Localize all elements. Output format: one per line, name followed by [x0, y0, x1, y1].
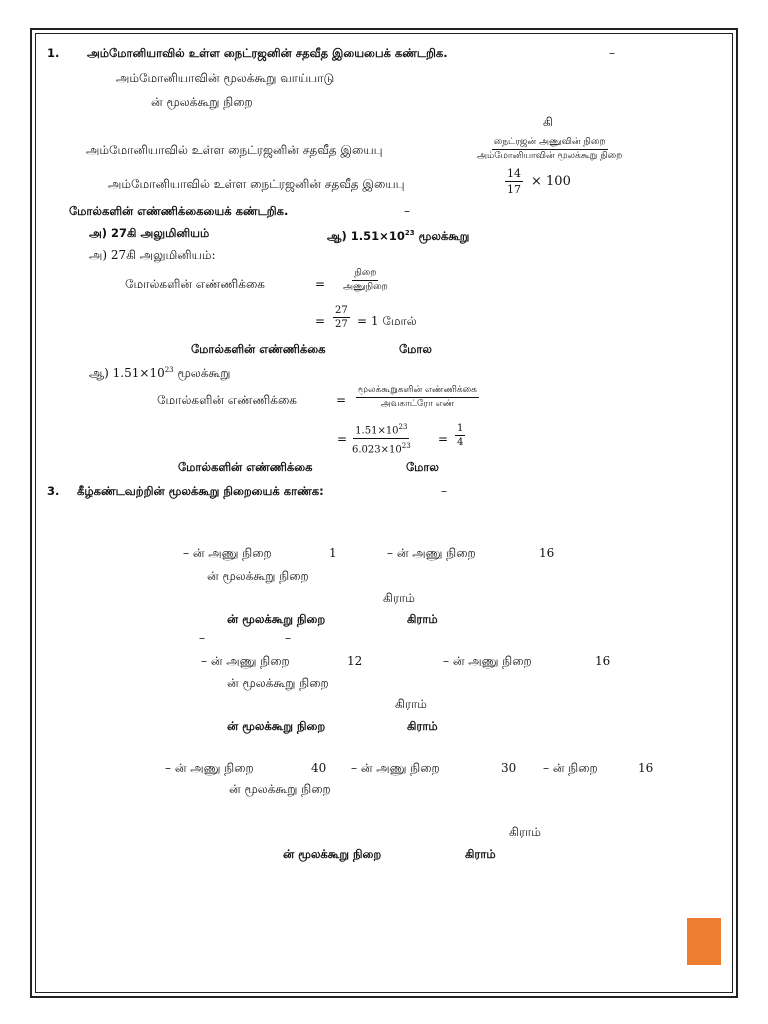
q1-frac-den: அம்மோனியாவின் மூலக்கூறு நிறை [477, 151, 623, 161]
q3-ii-gram: கிராம் [395, 697, 427, 711]
q3-ii-result-label: ன் மூலக்கூறு நிறை [227, 719, 326, 733]
q1-number: 1. [47, 46, 60, 60]
q2-b-calc-den-exp: 23 [401, 442, 411, 451]
q1-calc-den: 17 [507, 183, 521, 196]
q2-b-head-prefix: ஆ) 1.51×10 [89, 366, 165, 380]
q1-percent-label-2: அம்மோனியாவில் உள்ள நைட்ரஜனின் சதவீத இயைபு [108, 177, 405, 191]
q2-a-result-unit: மோல [399, 342, 432, 356]
q2-b-calc-num-exp: 23 [398, 423, 408, 431]
q1-fraction [475, 137, 624, 162]
q2-b-head-suffix: மூலக்கூறு [173, 366, 231, 380]
q1-formula-label: அம்மோனியாவின் மூலக்கூறு வாய்பாடு [116, 71, 335, 85]
q2-fraction-1 [341, 268, 390, 293]
q2-b-fraction-1 [356, 385, 479, 410]
q2-frac1-den: அணுநிறை [343, 282, 388, 292]
q2-title: மோல்களின் எண்ணிக்கையைக் கண்டறிக. [69, 204, 289, 218]
q2-b-fraction-2 [350, 421, 413, 457]
q1-title: அம்மோனியாவில் உள்ள நைட்ரஜனின் சதவீத இயைபைக் கண்டறிக. [87, 46, 448, 60]
q3-iii-result-label: ன் மூலக்கூறு நிறை [283, 847, 382, 861]
q3-iii-atom-mass-b-value: 30 [501, 761, 517, 775]
q2-frac2-num: 27 [335, 305, 348, 316]
q3-ii-mol-mass-label: ன் மூலக்கூறு நிறை [227, 676, 329, 690]
q2-b-result-label: மோல்களின் எண்ணிக்கை [178, 460, 313, 474]
q3-dash: – [441, 484, 447, 498]
q3-ii-atom-mass-b: – ன் அணு நிறை [443, 654, 532, 668]
q1-percent-label: அம்மோனியாவில் உள்ள நைட்ரஜனின் சதவீத இயைபு [86, 143, 383, 157]
q2-b-result-num: 1 [457, 423, 464, 434]
q2-b-equals-1: = [336, 393, 347, 407]
q2-b-equals-2: = [337, 432, 348, 446]
q2-a-result-label: மோல்களின் எண்ணிக்கை [191, 342, 326, 356]
q3-ii-dash-1: – [199, 631, 205, 645]
q3-i-atom-mass-b-value: 16 [539, 546, 555, 560]
q2-b-calc-den [350, 439, 413, 456]
q3-iii-mass-c: – ன் நிறை [543, 761, 598, 775]
orange-page-marker [687, 918, 721, 965]
q1-mol-mass-label: ன் மூலக்கூறு நிறை [151, 95, 253, 109]
q2-b-frac-den: அவகாட்ரோ எண் [380, 399, 455, 409]
q3-i-atom-mass-b: – ன் அணு நிறை [387, 546, 476, 560]
q2-b-moles-label: மோல்களின் எண்ணிக்கை [157, 393, 297, 407]
q2-equals-2: = [315, 314, 326, 328]
q2-b-equals-3: = [438, 432, 449, 446]
q2-b-calc-num [353, 421, 409, 439]
q3-iii-atom-mass-a-value: 40 [311, 761, 327, 775]
q2-b-head-exp: 23 [164, 366, 174, 374]
q3-ii-dash-2: – [285, 631, 291, 645]
q2-option-b [327, 226, 469, 243]
q1-frac-num: நைட்ரஜன் அணுவின் நிறை [492, 137, 608, 150]
q2-equals-1: = [315, 277, 326, 291]
q3-iii-atom-mass-b: – ன் அணு நிறை [351, 761, 440, 775]
q2-b-result-unit: மோல [406, 460, 439, 474]
q3-iii-mol-mass-label: ன் மூலக்கூறு நிறை [229, 782, 331, 796]
q2-moles-label: மோல்களின் எண்ணிக்கை [125, 277, 265, 291]
q3-ii-atom-mass-a-value: 12 [347, 654, 363, 668]
q1-calc-num: 14 [507, 167, 521, 180]
q3-i-result-unit: கிராம் [407, 612, 438, 626]
q2-frac2-den: 27 [335, 319, 348, 330]
q3-i-result-label: ன் மூலக்கூறு நிறை [227, 612, 326, 626]
q2-option-b-prefix: ஆ) 1.51×10 [327, 228, 405, 243]
q3-i-atom-mass-a: – ன் அணு நிறை [183, 546, 272, 560]
q3-ii-result-unit: கிராம் [407, 719, 438, 733]
q3-title: கீழ்கண்டவற்றின் மூலக்கூறு நிறையைக் காண்க: [77, 484, 324, 498]
q3-iii-mass-c-value: 16 [638, 761, 654, 775]
q3-i-atom-mass-a-value: 1 [329, 546, 337, 560]
q3-number: 3. [47, 484, 60, 498]
q2-b-result-den: 4 [457, 437, 464, 448]
q3-ii-atom-mass-a: – ன் அணு நிறை [201, 654, 290, 668]
q1-calc-fraction [505, 167, 523, 196]
q2-b-heading [89, 363, 230, 380]
q2-result-a: = 1 மோல் [357, 314, 417, 328]
q2-a-heading: அ) 27கி அலுமினியம்: [89, 248, 216, 262]
q1-dash: – [609, 46, 615, 60]
q2-option-a: அ) 27கி அலுமினியம் [89, 226, 210, 240]
q3-iii-atom-mass-a: – ன் அணு நிறை [165, 761, 254, 775]
q3-iii-result-unit: கிராம் [465, 847, 496, 861]
q2-b-calc-num-base: 1.51×10 [355, 425, 399, 437]
q2-fraction-2 [333, 305, 350, 330]
q1-unit-ki: கி [543, 115, 553, 129]
q2-b-calc-den-base: 6.023×10 [352, 444, 402, 456]
q2-option-b-exp: 23 [404, 229, 415, 237]
q3-i-mol-mass-label: ன் மூலக்கூறு நிறை [207, 569, 309, 583]
q3-ii-atom-mass-b-value: 16 [595, 654, 611, 668]
q2-option-b-suffix: மூலக்கூறு [414, 228, 470, 243]
q2-b-frac-num: மூலக்கூறுகளின் எண்ணிக்கை [356, 385, 479, 398]
q2-frac1-num: நிறை [352, 268, 378, 281]
q1-calc-times: × 100 [531, 174, 571, 189]
q2-b-result-fraction [455, 423, 465, 448]
q2-dash: – [404, 204, 410, 218]
q3-iii-gram: கிராம் [509, 825, 541, 839]
q3-i-gram: கிராம் [383, 591, 415, 605]
